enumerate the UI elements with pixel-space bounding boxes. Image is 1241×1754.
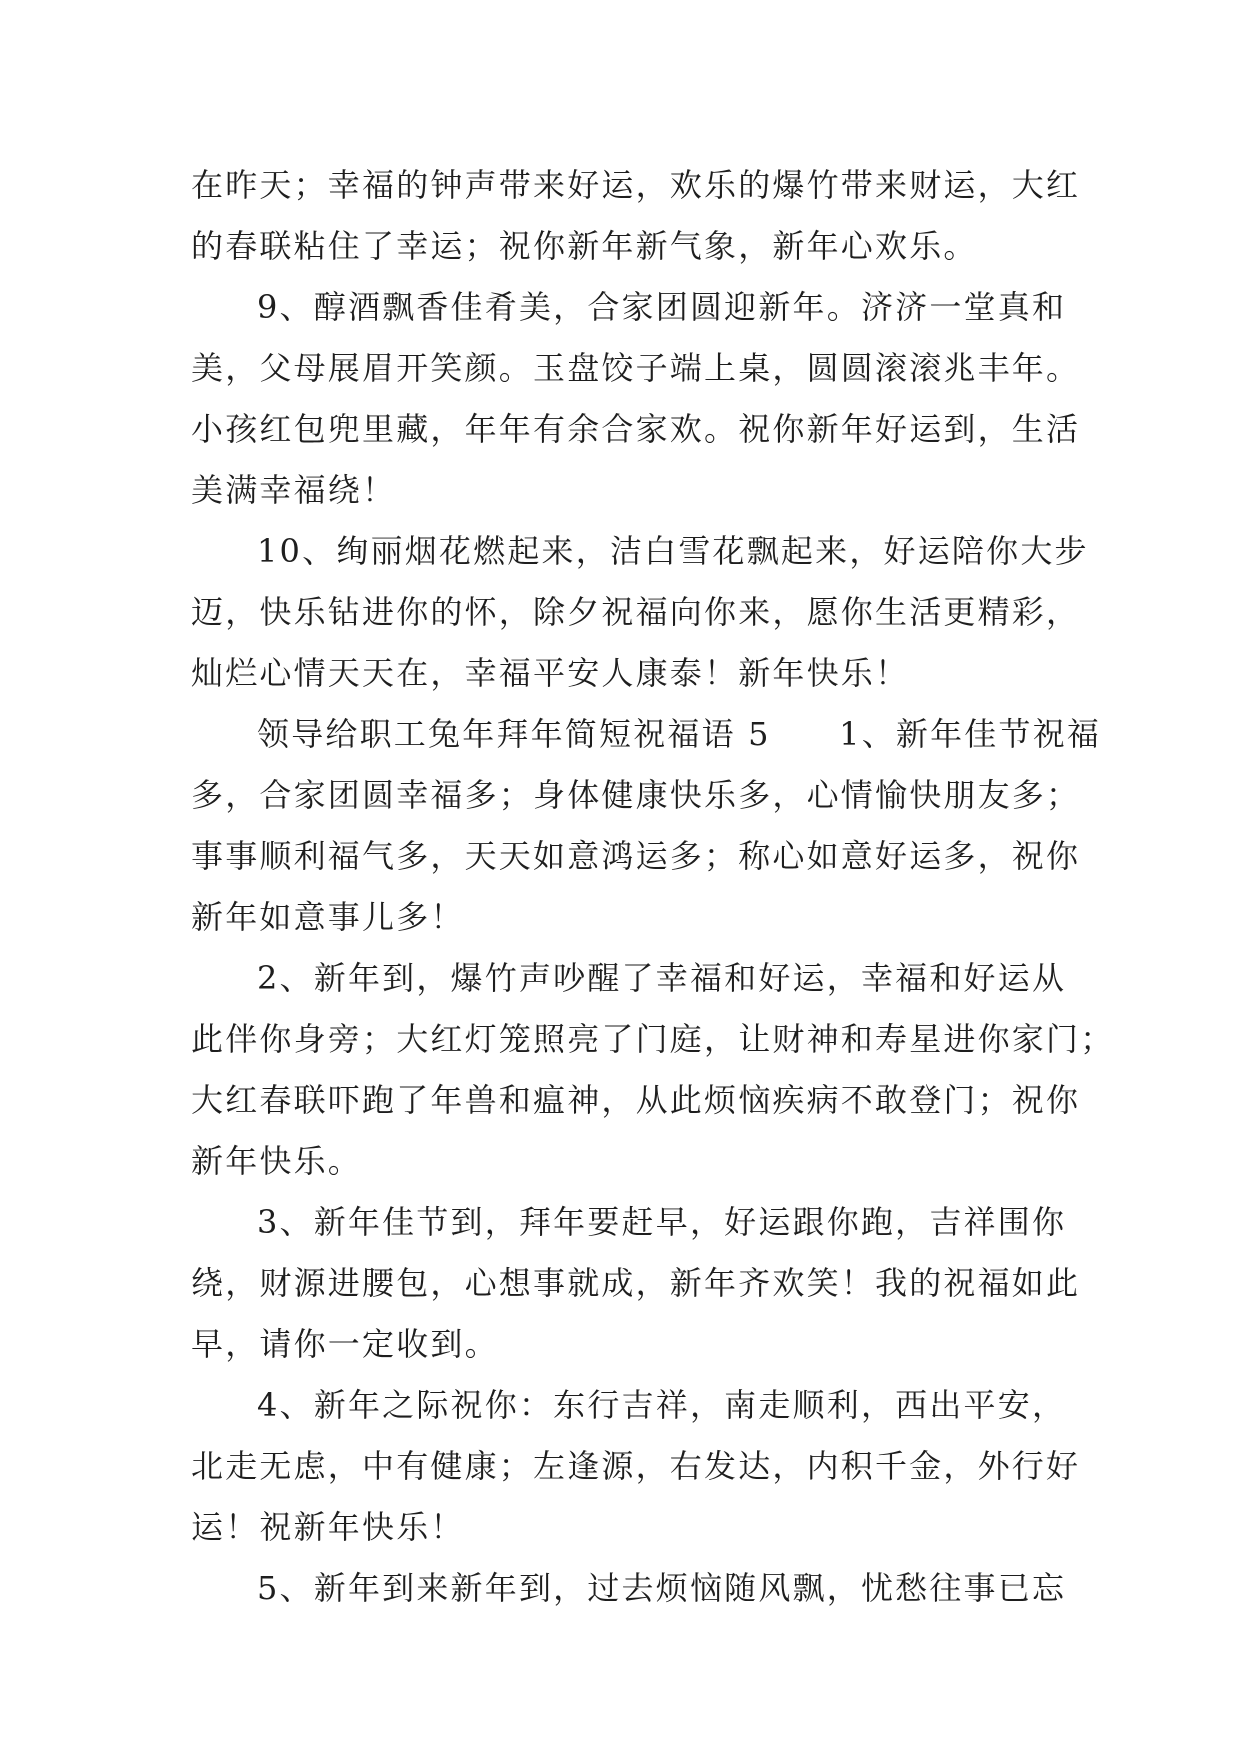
text-line: 美满幸福绕！ bbox=[191, 471, 397, 509]
paragraph-first-line: 2、新年到，爆竹声吵醒了幸福和好运，幸福和好运从 bbox=[257, 959, 1067, 997]
paragraph-first-line: 4、新年之际祝你：东行吉祥，南走顺利，西出平安， bbox=[257, 1386, 1067, 1424]
paragraph-first-line: 领导给职工兔年拜年简短祝福语 5 1、新年佳节祝福 bbox=[257, 715, 1102, 753]
text-line: 北走无虑，中有健康；左逢源，右发达，内积千金，外行好 bbox=[191, 1447, 1081, 1485]
text-line: 早，请你一定收到。 bbox=[191, 1325, 499, 1363]
text-line: 此伴你身旁；大红灯笼照亮了门庭，让财神和寿星进你家门； bbox=[191, 1020, 1115, 1058]
text-line: 的春联粘住了幸运；祝你新年新气象，新年心欢乐。 bbox=[191, 227, 978, 265]
text-line: 事事顺利福气多，天天如意鸿运多；称心如意好运多，祝你 bbox=[191, 837, 1081, 875]
text-line: 运！祝新年快乐！ bbox=[191, 1508, 465, 1546]
text-line: 迈，快乐钻进你的怀，除夕祝福向你来，愿你生活更精彩， bbox=[191, 593, 1081, 631]
text-line: 在昨天；幸福的钟声带来好运，欢乐的爆竹带来财运，大红 bbox=[191, 166, 1081, 204]
text-line: 小孩红包兜里藏，年年有余合家欢。祝你新年好运到，生活 bbox=[191, 410, 1081, 448]
paragraph-first-line: 5、新年到来新年到，过去烦恼随风飘，忧愁往事已忘 bbox=[257, 1569, 1067, 1607]
text-line: 新年快乐。 bbox=[191, 1142, 363, 1180]
document-body bbox=[191, 155, 1115, 1619]
text-line: 新年如意事儿多！ bbox=[191, 898, 465, 936]
text-line: 大红春联吓跑了年兽和瘟神，从此烦恼疾病不敢登门；祝你 bbox=[191, 1081, 1081, 1119]
text-line: 灿烂心情天天在，幸福平安人康泰！新年快乐！ bbox=[191, 654, 910, 692]
text-line: 多，合家团圆幸福多；身体健康快乐多，心情愉快朋友多； bbox=[191, 776, 1081, 814]
paragraph-first-line: 10、绚丽烟花燃起来，洁白雪花飘起来，好运陪你大步 bbox=[257, 532, 1089, 570]
paragraph-first-line: 9、醇酒飘香佳肴美，合家团圆迎新年。济济一堂真和 bbox=[257, 288, 1067, 326]
paragraph-first-line: 3、新年佳节到，拜年要赶早，好运跟你跑，吉祥围你 bbox=[257, 1203, 1067, 1241]
text-line: 美，父母展眉开笑颜。玉盘饺子端上桌，圆圆滚滚兆丰年。 bbox=[191, 349, 1081, 387]
text-line: 绕，财源进腰包，心想事就成，新年齐欢笑！我的祝福如此 bbox=[191, 1264, 1081, 1302]
